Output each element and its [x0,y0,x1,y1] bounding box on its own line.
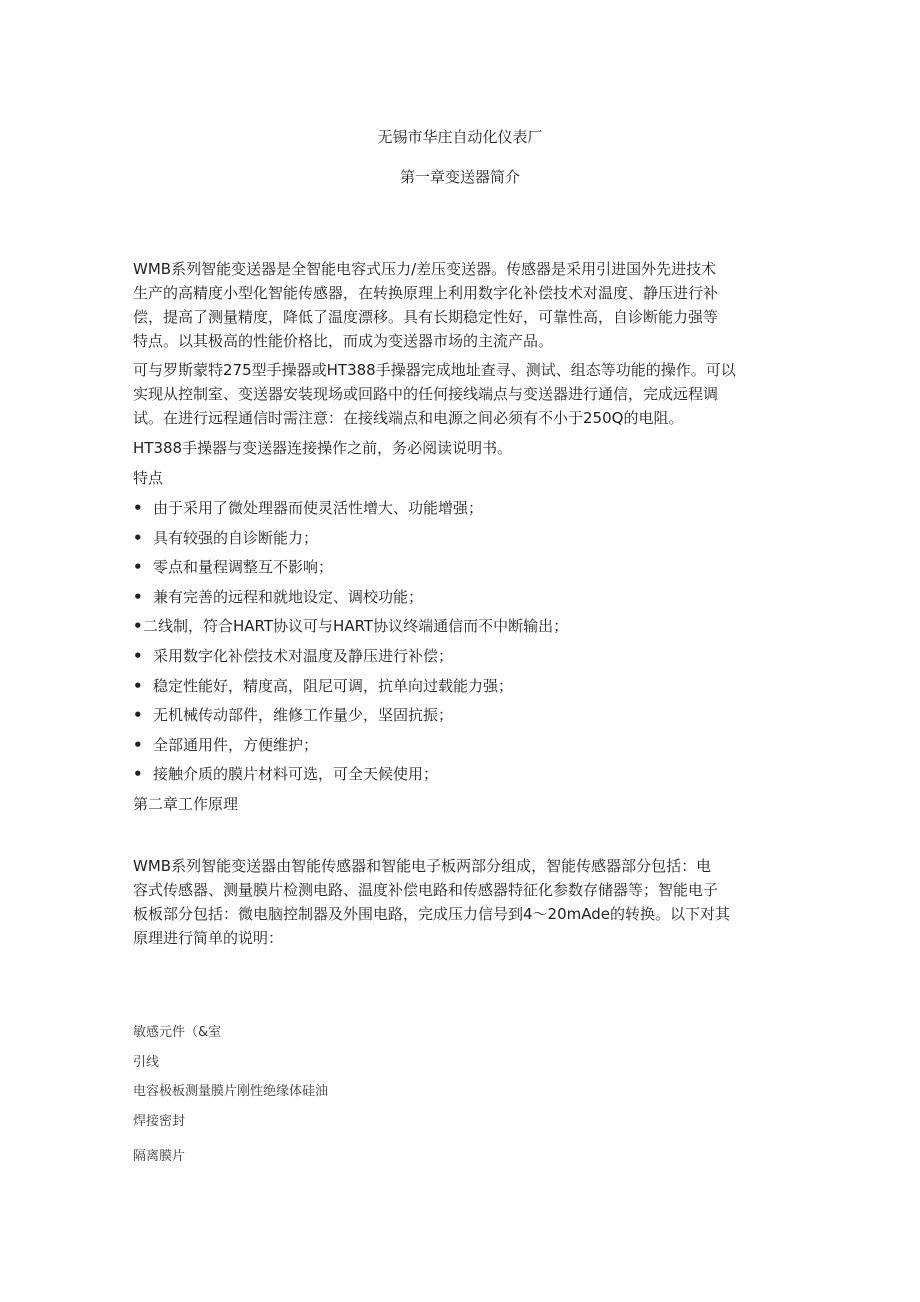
feature-item [133,585,423,609]
feature-item [133,644,453,668]
text-line: 板板部分包括：微电脑控制器及外围电路，完成压力信号到4～20mAde的转换。以下对其 [133,905,730,923]
text-line: 第二章工作原理 [133,795,239,813]
bullet-icon: • [133,765,143,783]
feature-item [133,733,318,757]
bullet-icon: • [133,588,143,606]
bullet-icon: • [133,499,143,517]
intro-paragraph-1 [133,257,783,353]
text-line: 特点 [133,469,164,487]
text-line: WMB系列智能变送器由智能传感器和智能电子板两部分组成，智能传感器部分包括：电 [133,857,712,875]
text-line: 可与罗斯蒙特275型手操器或HT388手操器完成地址查寻、测试、组态等功能的操作。可以 [133,361,736,379]
bullet-icon: • [133,706,143,724]
bullet-icon: • [133,617,143,635]
feature-item [133,703,453,727]
text-line: 生产的高精度小型化智能传感器，在转换原理上利用数字化补偿技术对温度、静压进行补 [133,284,719,302]
chapter-2-paragraph [133,854,783,950]
text-line: 容式传感器、测量膜片检测电路、温度补偿电路和传感器特征化参数存储器等；智能电子 [133,881,719,899]
feature-text: 接触介质的膜片材料可选，可全天候使用； [153,765,439,783]
diagram-label: 电容极板测量膜片刚性绝缘体硅油 [133,1084,329,1099]
diagram-label: 敏感元件（&室 [133,1025,222,1040]
diagram-label: 焊接密封 [133,1114,186,1129]
feature-item [133,496,483,520]
bullet-icon: • [133,736,143,754]
text-line: 试。在进行远程通信时需注意：在接线端点和电源之间必须有不小于250Q的电阻。 [133,409,684,427]
chapter-1-title: 第一章变送器简介 [399,168,520,186]
diagram-label: 引线 [133,1055,160,1070]
feature-text: 零点和量程调整互不影响； [153,558,334,576]
text-line: 实现从控制室、变送器安装现场或回路中的任何接线端点与变送器进行通信，完成远程调 [133,385,719,403]
feature-item [133,674,513,698]
intro-paragraph-3 [133,436,783,460]
text-line: 特点。以其极高的性能价格比，而成为变送器市场的主流产品。 [133,332,554,350]
feature-text: 由于采用了微处理器而使灵活性增大、功能增强； [153,499,484,517]
feature-text: 兼有完善的远程和就地设定、调校功能； [153,588,424,606]
feature-item [133,555,333,579]
bullet-icon: • [133,529,143,547]
text-line: 偿，提高了测量精度，降低了温度漂移。具有长期稳定性好，可靠性高，自诊断能力强等 [133,308,719,326]
text-line: 原理进行简单的说明： [133,929,284,947]
feature-text: 全部通用件，方便维护； [153,736,319,754]
feature-text: 采用数字化补偿技术对温度及静压进行补偿； [153,647,454,665]
feature-item [133,614,568,638]
company-title: 无锡市华庄自动化仪表厂 [377,128,543,146]
text-line: HT388手操器与变送器连接操作之前，务必阅读说明书。 [133,439,513,457]
feature-item [133,762,438,786]
intro-paragraph-2 [133,358,783,430]
feature-text: 无机械传动部件，维修工作量少，坚固抗振； [153,706,454,724]
bullet-icon: • [133,677,143,695]
diagram-label: 隔离膜片 [133,1149,186,1164]
chapter-2-title [133,792,783,816]
text-line: WMB系列智能变送器是全智能电容式压力/差压变送器。传感器是采用引进国外先进技术 [133,260,717,278]
feature-item [133,526,318,550]
feature-text: 具有较强的自诊断能力； [153,529,319,547]
feature-text: 二线制，符合HART协议可与HART协议终端通信而不中断输出； [143,617,569,635]
feature-text: 稳定性能好，精度高，阻尼可调，抗单向过载能力强； [153,677,514,695]
bullet-icon: • [133,558,143,576]
features-heading [133,466,783,490]
bullet-icon: • [133,647,143,665]
